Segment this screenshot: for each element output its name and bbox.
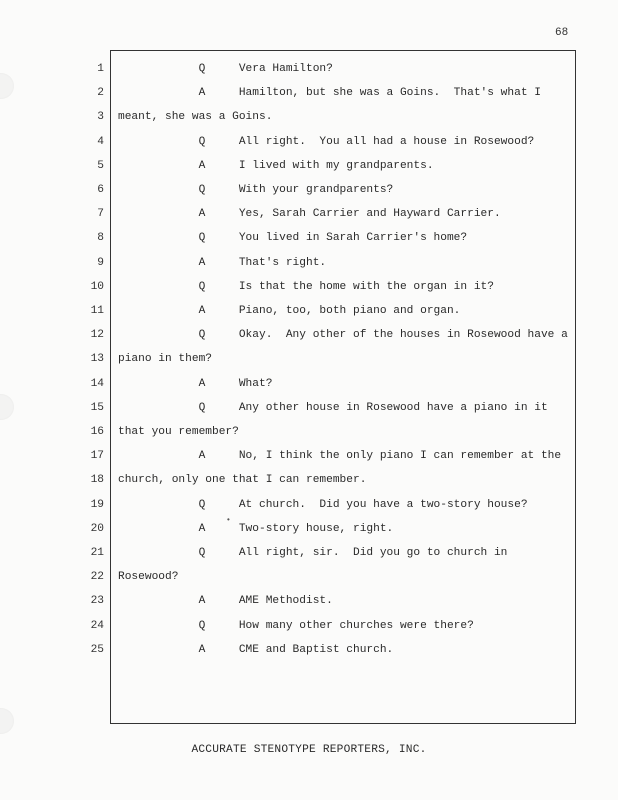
line-number: 16 (90, 426, 104, 438)
punch-hole-bottom (0, 708, 14, 734)
line-number: 7 (97, 208, 104, 221)
transcript-line (0, 304, 600, 328)
line-text: A Two-story house, right. (118, 522, 394, 535)
line-number: 13 (90, 353, 104, 366)
line-number: 14 (90, 377, 104, 390)
transcript-line (0, 570, 600, 594)
page-number: 68 (555, 27, 569, 39)
line-number: 1 (97, 63, 104, 75)
line-text: A No, I think the only piano I can remember at the (118, 450, 562, 463)
transcript-line (0, 62, 600, 86)
line-number: 3 (97, 111, 104, 124)
line-number: 4 (97, 135, 104, 148)
transcript-line (0, 110, 600, 134)
line-text: that you remember? (118, 426, 239, 438)
line-number: 17 (90, 450, 104, 463)
line-text: A AME Methodist. (118, 595, 333, 608)
line-number: 21 (90, 547, 104, 559)
line-text: meant, she was a Goins. (118, 111, 273, 124)
line-text: A Hamilton, but she was a Goins. That's what I (118, 87, 541, 100)
line-text: Rosewood? (118, 571, 179, 584)
line-text: Q Any other house in Rosewood have a piano in it (118, 401, 548, 414)
line-text: A I lived with my grandparents. (118, 159, 434, 172)
line-text: Q Vera Hamilton? (118, 63, 333, 75)
transcript-line (0, 449, 600, 473)
line-text: A What? (118, 377, 273, 390)
line-text: church, only one that I can remember. (118, 474, 367, 487)
transcript-line (0, 498, 600, 522)
line-number: 15 (90, 401, 104, 414)
line-text: A Piano, too, both piano and organ. (118, 305, 461, 317)
line-text: A That's right. (118, 256, 327, 269)
line-number: 2 (97, 87, 104, 100)
line-number: 18 (90, 474, 104, 487)
line-number: 6 (97, 184, 104, 196)
line-number: 8 (97, 232, 104, 245)
transcript-line (0, 546, 600, 570)
line-number: 9 (97, 256, 104, 269)
line-text: Q With your grandparents? (118, 184, 394, 196)
transcript-line (0, 159, 600, 183)
transcript-line (0, 594, 600, 618)
transcript-line (0, 231, 600, 255)
line-number: 24 (90, 619, 104, 632)
line-number: 19 (90, 498, 104, 511)
transcript-line (0, 183, 600, 207)
line-number: 11 (90, 305, 104, 317)
transcript-line (0, 352, 600, 376)
line-text: A Yes, Sarah Carrier and Hayward Carrier. (118, 208, 501, 221)
line-text: Q At church. Did you have a two-story house? (118, 498, 528, 511)
transcript-line (0, 643, 600, 667)
transcript-line (0, 425, 600, 449)
transcript-line (0, 280, 600, 304)
transcript-line (0, 135, 600, 159)
line-text: piano in them? (118, 353, 212, 366)
line-number: 25 (90, 643, 104, 656)
line-text: Q How many other churches were there? (118, 619, 474, 632)
line-text: Q You lived in Sarah Carrier's home? (118, 232, 468, 245)
line-text: Q Okay. Any other of the houses in Rosewood have a (118, 329, 568, 342)
line-text: Q All right. You all had a house in Rosewood? (118, 135, 535, 148)
line-number: 22 (90, 571, 104, 584)
line-number: 10 (90, 280, 104, 293)
transcript-line (0, 401, 600, 425)
transcript-line (0, 473, 600, 497)
transcript-line (0, 256, 600, 280)
line-text: Q All right, sir. Did you go to church in (118, 547, 508, 559)
line-text: A CME and Baptist church. (118, 643, 394, 656)
transcript-line (0, 377, 600, 401)
line-number: 12 (90, 329, 104, 342)
stray-dot: • (226, 516, 231, 525)
transcript-line (0, 522, 600, 546)
line-number: 20 (90, 522, 104, 535)
transcript-line (0, 207, 600, 231)
line-text: Q Is that the home with the organ in it? (118, 280, 494, 293)
line-number: 5 (97, 159, 104, 172)
transcript-line (0, 86, 600, 110)
line-number: 23 (90, 595, 104, 608)
court-reporter-footer: ACCURATE STENOTYPE REPORTERS, INC. (191, 744, 427, 756)
transcript-line (0, 619, 600, 643)
transcript-line (0, 328, 600, 352)
